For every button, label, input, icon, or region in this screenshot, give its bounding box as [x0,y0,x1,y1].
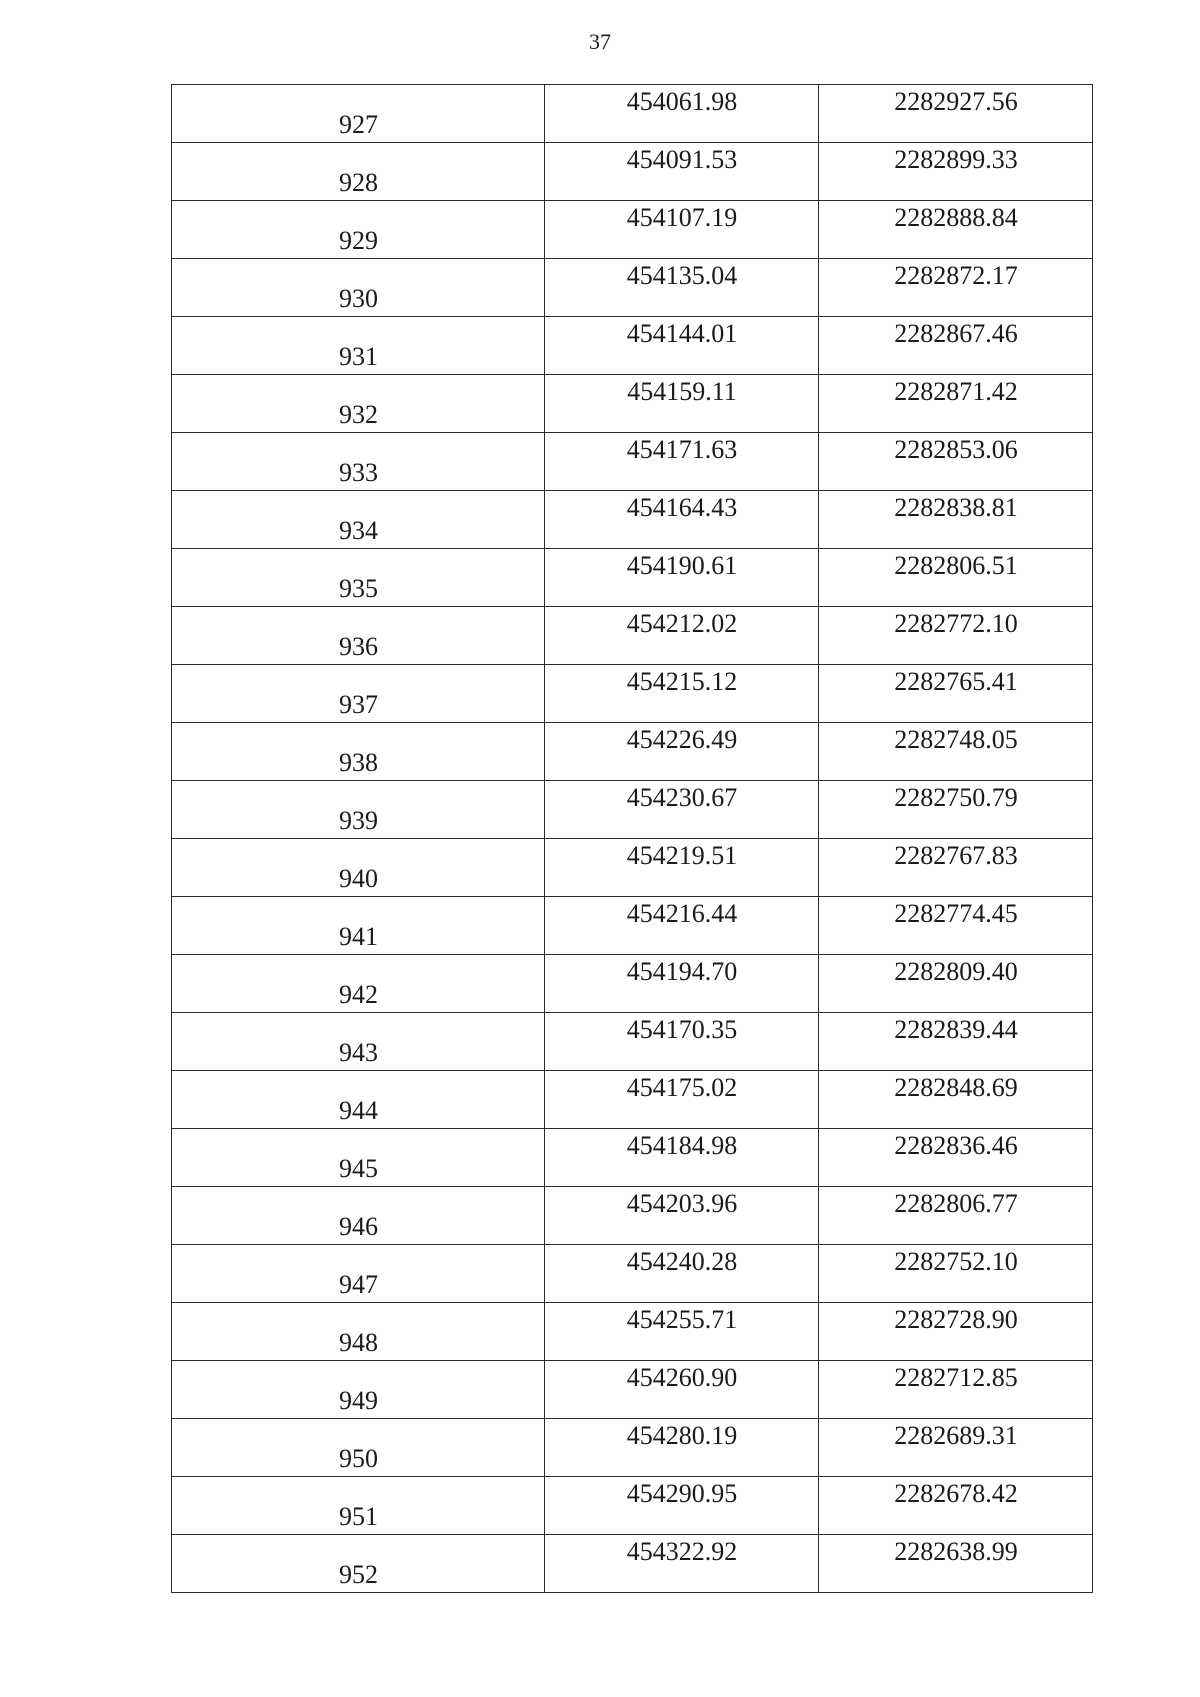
point-id-cell [172,259,545,317]
table-row [172,433,1093,491]
y-coordinate-cell [819,201,1093,259]
table-row [172,1187,1093,1245]
table-row [172,1477,1093,1535]
point-id-cell [172,317,545,375]
x-coordinate-cell [545,259,819,317]
table-row [172,1071,1093,1129]
y-coordinate-cell [819,607,1093,665]
y-coordinate-cell-text: 2282809.40 [894,957,1018,986]
x-coordinate-cell [545,1303,819,1361]
y-coordinate-cell-text: 2282848.69 [894,1073,1018,1102]
point-id-cell-text: 944 [339,1096,378,1125]
y-coordinate-cell [819,433,1093,491]
table-row [172,1535,1093,1593]
y-coordinate-cell [819,1361,1093,1419]
x-coordinate-cell [545,607,819,665]
page-number: 37 [589,29,611,54]
table-row [172,665,1093,723]
x-coordinate-cell-text: 454135.04 [626,261,738,290]
x-coordinate-cell-text: 454203.96 [626,1189,738,1218]
x-coordinate-cell-text: 454260.90 [626,1363,738,1392]
point-id-cell [172,781,545,839]
table-row [172,549,1093,607]
table-row [172,839,1093,897]
x-coordinate-cell-text: 454216.44 [626,899,738,928]
y-coordinate-cell [819,317,1093,375]
x-coordinate-cell [545,1129,819,1187]
x-coordinate-cell-text: 454091.53 [626,145,738,174]
x-coordinate-cell [545,375,819,433]
x-coordinate-cell-text: 454230.67 [626,783,738,812]
y-coordinate-cell [819,1245,1093,1303]
point-id-cell-text: 945 [339,1154,378,1183]
y-coordinate-cell-text: 2282765.41 [894,667,1018,696]
point-id-cell [172,1477,545,1535]
y-coordinate-cell-text: 2282772.10 [894,609,1018,638]
x-coordinate-cell [545,723,819,781]
y-coordinate-cell-text: 2282748.05 [894,725,1018,754]
y-coordinate-cell-text: 2282638.99 [894,1537,1018,1566]
point-id-cell [172,665,545,723]
table-row [172,1303,1093,1361]
x-coordinate-cell-text: 454184.98 [626,1131,738,1160]
y-coordinate-cell [819,491,1093,549]
y-coordinate-cell-text: 2282767.83 [894,841,1018,870]
point-id-cell-text: 943 [339,1038,378,1067]
point-id-cell-text: 940 [339,864,378,893]
x-coordinate-cell-text: 454290.95 [626,1479,738,1508]
point-id-cell-text: 949 [339,1386,378,1415]
point-id-cell [172,1535,545,1593]
point-id-cell [172,1013,545,1071]
x-coordinate-cell [545,1071,819,1129]
x-coordinate-cell-text: 454171.63 [626,435,738,464]
point-id-cell [172,897,545,955]
y-coordinate-cell-text: 2282871.42 [894,377,1018,406]
x-coordinate-cell-text: 454190.61 [626,551,738,580]
point-id-cell [172,1419,545,1477]
x-coordinate-cell [545,143,819,201]
x-coordinate-cell-text: 454255.71 [626,1305,738,1334]
table-row [172,723,1093,781]
point-id-cell-text: 931 [339,342,378,371]
point-id-cell [172,201,545,259]
point-id-cell-text: 928 [339,168,378,197]
y-coordinate-cell-text: 2282750.79 [894,783,1018,812]
y-coordinate-cell-text: 2282712.85 [894,1363,1018,1392]
x-coordinate-cell-text: 454144.01 [626,319,738,348]
x-coordinate-cell-text: 454280.19 [626,1421,738,1450]
x-coordinate-cell-text: 454170.35 [626,1015,738,1044]
y-coordinate-cell-text: 2282678.42 [894,1479,1018,1508]
y-coordinate-cell-text: 2282806.51 [894,551,1018,580]
x-coordinate-cell [545,781,819,839]
point-id-cell [172,1129,545,1187]
y-coordinate-cell [819,1303,1093,1361]
x-coordinate-cell [545,549,819,607]
point-id-cell [172,1187,545,1245]
point-id-cell-text: 942 [339,980,378,1009]
y-coordinate-cell [819,1071,1093,1129]
point-id-cell-text: 934 [339,516,378,545]
point-id-cell-text: 929 [339,226,378,255]
x-coordinate-cell [545,897,819,955]
y-coordinate-cell [819,259,1093,317]
table-row [172,1361,1093,1419]
x-coordinate-cell-text: 454322.92 [626,1537,738,1566]
point-id-cell [172,723,545,781]
coordinates-table-body [172,85,1093,1593]
point-id-cell-text: 937 [339,690,378,719]
y-coordinate-cell [819,1419,1093,1477]
y-coordinate-cell-text: 2282899.33 [894,145,1018,174]
table-row [172,781,1093,839]
y-coordinate-cell [819,1129,1093,1187]
point-id-cell-text: 932 [339,400,378,429]
x-coordinate-cell [545,433,819,491]
y-coordinate-cell [819,375,1093,433]
point-id-cell-text: 933 [339,458,378,487]
y-coordinate-cell-text: 2282752.10 [894,1247,1018,1276]
y-coordinate-cell [819,1013,1093,1071]
y-coordinate-cell-text: 2282774.45 [894,899,1018,928]
point-id-cell-text: 938 [339,748,378,777]
point-id-cell [172,143,545,201]
y-coordinate-cell-text: 2282689.31 [894,1421,1018,1450]
x-coordinate-cell [545,201,819,259]
y-coordinate-cell [819,85,1093,143]
point-id-cell [172,433,545,491]
x-coordinate-cell [545,665,819,723]
table-row [172,201,1093,259]
point-id-cell [172,955,545,1013]
point-id-cell [172,85,545,143]
x-coordinate-cell-text: 454240.28 [626,1247,738,1276]
x-coordinate-cell [545,491,819,549]
point-id-cell-text: 936 [339,632,378,661]
y-coordinate-cell [819,781,1093,839]
y-coordinate-cell-text: 2282806.77 [894,1189,1018,1218]
point-id-cell-text: 930 [339,284,378,313]
x-coordinate-cell [545,1361,819,1419]
y-coordinate-cell [819,1187,1093,1245]
table-row [172,143,1093,201]
point-id-cell-text: 950 [339,1444,378,1473]
y-coordinate-cell-text: 2282927.56 [894,87,1018,116]
point-id-cell-text: 952 [339,1560,378,1589]
x-coordinate-cell-text: 454194.70 [626,957,738,986]
point-id-cell-text: 946 [339,1212,378,1241]
point-id-cell [172,1303,545,1361]
y-coordinate-cell [819,143,1093,201]
point-id-cell-text: 939 [339,806,378,835]
x-coordinate-cell [545,85,819,143]
table-row [172,1013,1093,1071]
point-id-cell [172,607,545,665]
x-coordinate-cell [545,955,819,1013]
table-row [172,85,1093,143]
y-coordinate-cell [819,723,1093,781]
y-coordinate-cell [819,839,1093,897]
point-id-cell [172,549,545,607]
y-coordinate-cell-text: 2282867.46 [894,319,1018,348]
point-id-cell-text: 935 [339,574,378,603]
x-coordinate-cell [545,1187,819,1245]
x-coordinate-cell [545,1245,819,1303]
y-coordinate-cell-text: 2282872.17 [894,261,1018,290]
point-id-cell-text: 927 [339,110,378,139]
y-coordinate-cell-text: 2282853.06 [894,435,1018,464]
table-row [172,607,1093,665]
y-coordinate-cell [819,549,1093,607]
y-coordinate-cell-text: 2282836.46 [894,1131,1018,1160]
x-coordinate-cell [545,317,819,375]
x-coordinate-cell-text: 454061.98 [626,87,738,116]
x-coordinate-cell [545,839,819,897]
table-row [172,955,1093,1013]
x-coordinate-cell-text: 454219.51 [626,841,738,870]
x-coordinate-cell-text: 454226.49 [626,725,738,754]
table-row [172,1245,1093,1303]
x-coordinate-cell [545,1535,819,1593]
point-id-cell [172,491,545,549]
table-row [172,1419,1093,1477]
y-coordinate-cell [819,897,1093,955]
point-id-cell [172,839,545,897]
x-coordinate-cell [545,1477,819,1535]
x-coordinate-cell-text: 454215.12 [626,667,738,696]
x-coordinate-cell-text: 454107.19 [626,203,738,232]
point-id-cell [172,1245,545,1303]
point-id-cell-text: 951 [339,1502,378,1531]
y-coordinate-cell [819,1535,1093,1593]
point-id-cell [172,375,545,433]
point-id-cell-text: 948 [339,1328,378,1357]
table-row [172,1129,1093,1187]
x-coordinate-cell-text: 454212.02 [626,609,738,638]
x-coordinate-cell-text: 454159.11 [627,377,737,406]
table-row [172,897,1093,955]
table-row [172,375,1093,433]
x-coordinate-cell [545,1013,819,1071]
y-coordinate-cell-text: 2282888.84 [894,203,1018,232]
table-row [172,491,1093,549]
point-id-cell-text: 941 [339,922,378,951]
x-coordinate-cell [545,1419,819,1477]
y-coordinate-cell-text: 2282839.44 [894,1015,1018,1044]
x-coordinate-cell-text: 454175.02 [626,1073,738,1102]
coordinates-table [171,84,1093,1593]
y-coordinate-cell-text: 2282838.81 [894,493,1018,522]
y-coordinate-cell [819,1477,1093,1535]
table-row [172,259,1093,317]
point-id-cell [172,1361,545,1419]
y-coordinate-cell [819,955,1093,1013]
point-id-cell-text: 947 [339,1270,378,1299]
y-coordinate-cell [819,665,1093,723]
point-id-cell [172,1071,545,1129]
table-row [172,317,1093,375]
y-coordinate-cell-text: 2282728.90 [894,1305,1018,1334]
x-coordinate-cell-text: 454164.43 [626,493,738,522]
